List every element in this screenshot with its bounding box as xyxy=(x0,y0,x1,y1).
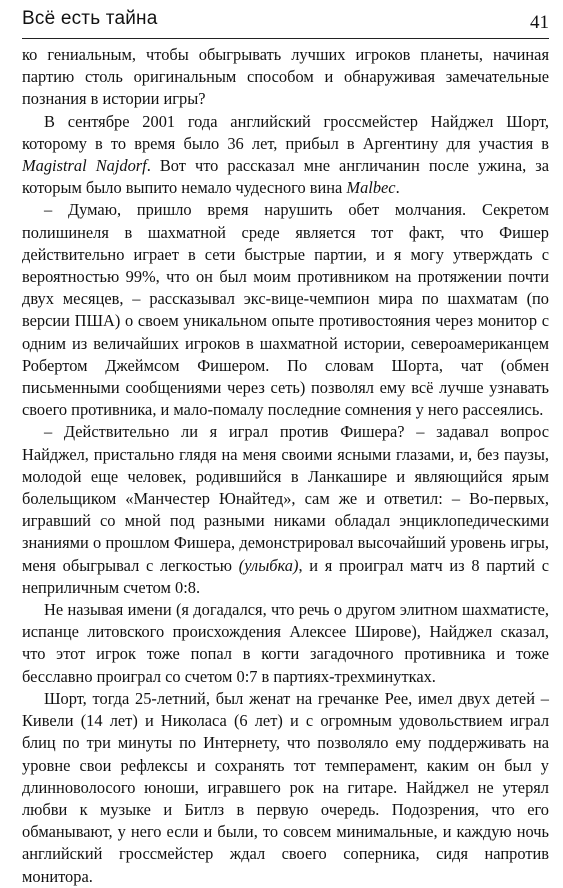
page-number: 41 xyxy=(530,12,549,33)
paragraph-text: Не называя имени (я догадался, что речь о другом элитном шахматисте, испанце литовского происхождения Алексее Широве), Найджел сказал, что этот игрок тоже попал в когти загадочного противника и тоже бесславно проиграл со счетом 0:7 в партиях-трехминутках. xyxy=(22,600,549,686)
paragraph xyxy=(22,599,549,688)
paragraph-text: . xyxy=(395,178,400,198)
paragraph-text: , и я проиграл матч из 8 партий с неприличным счетом 0:8. xyxy=(22,555,550,597)
paragraph xyxy=(22,688,549,888)
paragraph xyxy=(22,421,549,599)
paragraph-continued xyxy=(22,44,549,111)
paragraph-text: . Вот что рассказал мне англичанин после ужина, за которым было выпито немало чудесного вина xyxy=(22,156,549,198)
paragraph xyxy=(22,111,549,200)
paragraph-text: В сентябре 2001 года английский гроссмейстер Найджел Шорт, которому в то время было 36 лет, прибыл в Аргентину для участия в xyxy=(22,111,549,153)
paragraph-text: – Думаю, пришло время нарушить обет молчания. Секретом полишинеля в шахматной среде является тот факт, что Фишер действительно играет в сети быстрые партии, и я могу утверждать с вероятностью 99%, что он был моим противником на протяжении почти двух месяцев, – рассказывал экс-вице-чемпион мира по шахматам (по версии ПША) о своем уникальном опыте противостояния через монитор с одним из величайших игроков в шахматной истории, североамериканцем Робертом Джеймсом Фишером. По словам Шорта, чат (обмен письменными сообщениями через сеть) позволял ему всё лучше узнавать своего противника, и мало-помалу последние сомнения у него рассеялись. xyxy=(22,200,549,420)
running-header xyxy=(22,4,549,39)
body-text xyxy=(22,44,549,888)
italic-term: (улыбка) xyxy=(238,555,299,575)
paragraph-text: ко гениальным, чтобы обыгрывать лучших игроков планеты, начиная партию столь оригинальным способом и обнаруживая замечательные познания в истории игры? xyxy=(22,45,549,109)
paragraph-text: – Действительно ли я играл против Фишера? – задавал вопрос Найджел, пристально глядя на меня своими ясными глазами, и, без паузы, молодой еще человек, родившийся в Ланкашире и являющийся ярым болельщиком «Манчестер Юнайтед», сам же и ответил: – Во-первых, игравший со мной под разными никами обладал энциклопедическими знаниями о прошлом Фишера, демонстрировал высочайший уровень игры, меня обыгрывал с легкостью xyxy=(22,422,549,575)
paragraph-text: Шорт, тогда 25-летний, был женат на гречанке Рее, имел двух детей – Кивели (14 лет) и Николаса (6 лет) и с огромным удовольствием играл блиц по три минуты по Интернету, что позволяло ему поддерживать на уровне свои рефлексы и сохранять тот темперамент, каким он был у длинноволосого юноши, игравшего рок на гитаре. Найджел не утерял любви к музыке и Битлз в первую очередь. Подозрения, что его обманывают, у него если и были, то совсем минимальные, и каждую ночь английский гроссмейстер ждал своего соперника, сидя напротив монитора. xyxy=(22,688,549,886)
running-title: Всё есть тайна xyxy=(22,8,158,29)
italic-term: Magistral Najdorf xyxy=(22,156,147,176)
italic-term: Malbec xyxy=(346,178,396,198)
paragraph xyxy=(22,199,549,421)
